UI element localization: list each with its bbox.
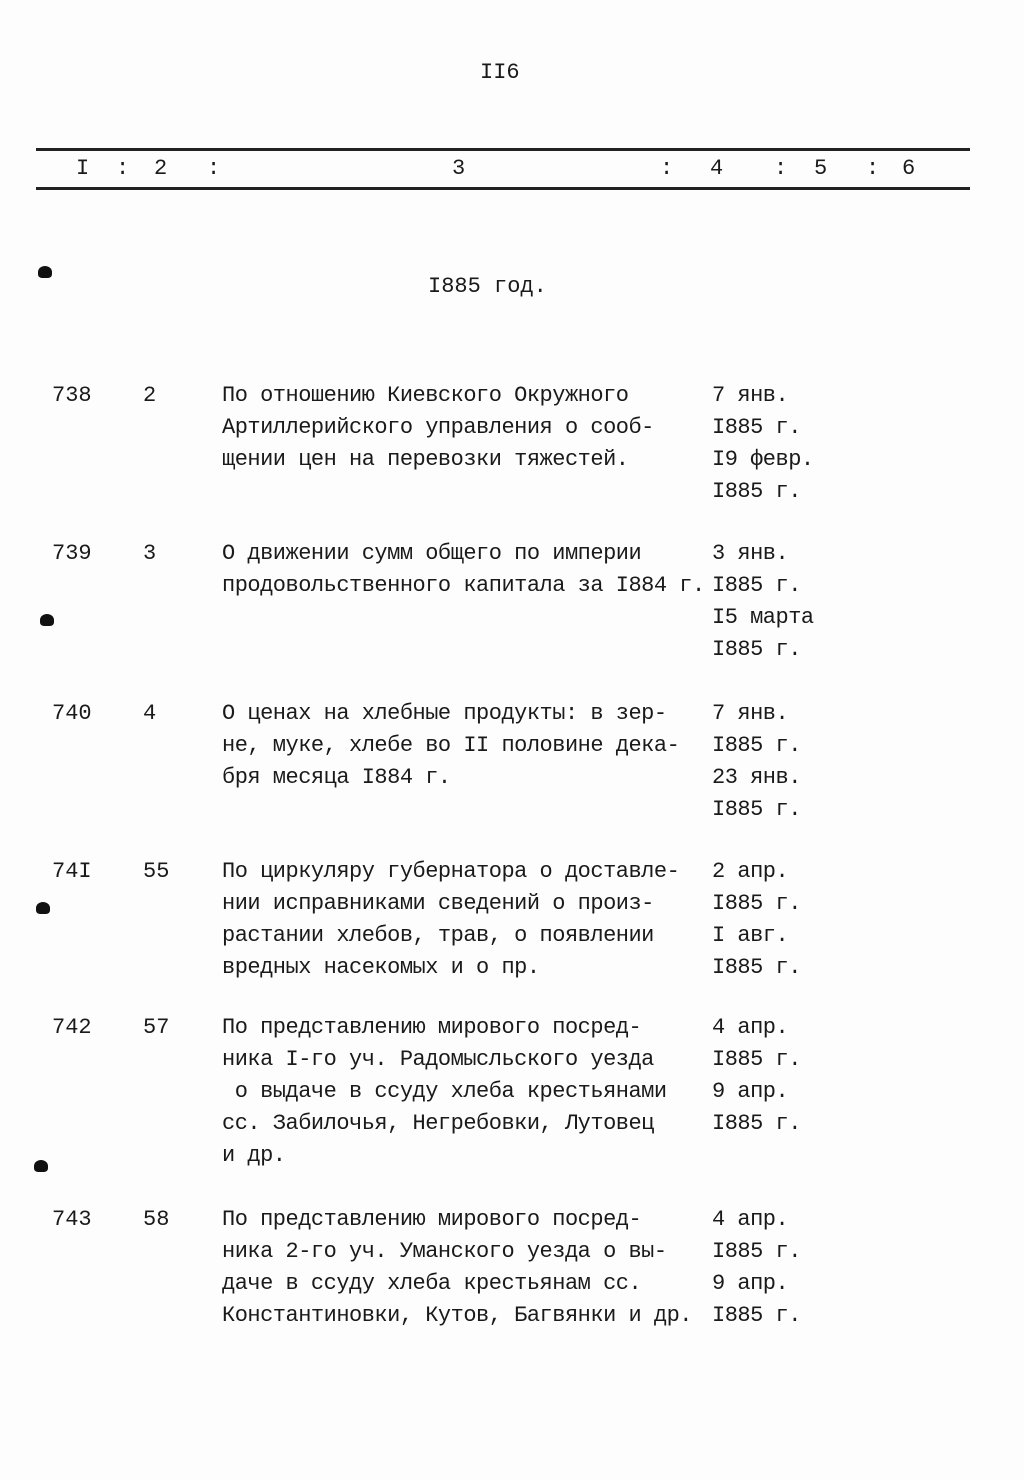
date-line: 23 янв. (712, 765, 801, 790)
description-line: О ценах на хлебные продукты: в зер- (222, 701, 667, 726)
punch-hole-mark (36, 902, 50, 914)
entry-description (222, 1012, 667, 1172)
entry-sheet: 4 (143, 701, 157, 726)
column-header-5: 5 (814, 156, 828, 181)
date-line: I885 г. (712, 1111, 801, 1136)
description-line: даче в ссуду хлеба крестьянам сс. (222, 1271, 642, 1296)
column-header-6: 6 (902, 156, 916, 181)
year-heading: I885 год. (428, 274, 547, 299)
header-top-rule (36, 148, 970, 151)
description-line: Константиновки, Кутов, Багвянки и др. (222, 1303, 692, 1328)
entry-number: 742 (52, 1015, 92, 1040)
date-line: I885 г. (712, 1303, 801, 1328)
description-line: продовольственного капитала за I884 г. (222, 573, 705, 598)
entry-sheet: 2 (143, 383, 157, 408)
punch-hole-mark (34, 1160, 48, 1172)
entry-number: 743 (52, 1207, 92, 1232)
entry-sheet: 3 (143, 541, 157, 566)
entry-dates (712, 698, 801, 826)
entry-number: 738 (52, 383, 92, 408)
column-header-2: 2 (154, 156, 168, 181)
description-line: щении цен на перевозки тяжестей. (222, 447, 629, 472)
date-line: I885 г. (712, 573, 801, 598)
description-line: растании хлебов, трав, о появлении (222, 923, 654, 948)
entry-dates (712, 856, 801, 984)
date-line: 4 апр. (712, 1207, 789, 1232)
date-line: I885 г. (712, 479, 801, 504)
date-line: I885 г. (712, 637, 801, 662)
date-line: I885 г. (712, 891, 801, 916)
date-line: I885 г. (712, 415, 801, 440)
entry-number: 740 (52, 701, 92, 726)
description-line: По представлению мирового посред- (222, 1015, 642, 1040)
date-line: I9 февр. (712, 447, 814, 472)
entry-description (222, 698, 679, 794)
entry-sheet: 55 (143, 859, 170, 884)
entry-dates (712, 1012, 801, 1140)
date-line: 7 янв. (712, 701, 789, 726)
entry-dates (712, 380, 814, 508)
date-line: I885 г. (712, 733, 801, 758)
date-line: 9 апр. (712, 1271, 789, 1296)
description-line: ника I-го уч. Радомысльского уезда (222, 1047, 654, 1072)
description-line: О движении сумм общего по империи (222, 541, 642, 566)
date-line: I885 г. (712, 1047, 801, 1072)
description-line: о выдаче в ссуду хлеба крестьянами (222, 1079, 667, 1104)
date-line: 9 апр. (712, 1079, 789, 1104)
date-line: I885 г. (712, 1239, 801, 1264)
entry-dates (712, 1204, 801, 1332)
column-header-3: 3 (452, 156, 466, 181)
description-line: По представлению мирового посред- (222, 1207, 642, 1232)
date-line: 7 янв. (712, 383, 789, 408)
entry-dates (712, 538, 814, 666)
column-header-1: I (76, 156, 90, 181)
header-bottom-rule (36, 187, 970, 190)
entry-number: 739 (52, 541, 92, 566)
description-line: По отношению Киевского Окружного (222, 383, 629, 408)
date-line: I885 г. (712, 797, 801, 822)
page-number: II6 (480, 60, 520, 85)
description-line: и др. (222, 1143, 286, 1168)
column-separator: : (207, 156, 221, 181)
description-line: не, муке, хлебе во II половине дека- (222, 733, 680, 758)
column-separator: : (866, 156, 880, 181)
punch-hole-mark (40, 614, 54, 626)
column-separator: : (116, 156, 130, 181)
description-line: ника 2-го уч. Уманского уезда о вы- (222, 1239, 667, 1264)
date-line: I авг. (712, 923, 789, 948)
description-line: Артиллерийского управления о сооб- (222, 415, 654, 440)
description-line: вредных насекомых и о пр. (222, 955, 540, 980)
date-line: I885 г. (712, 955, 801, 980)
entry-description (222, 380, 654, 476)
entry-sheet: 58 (143, 1207, 170, 1232)
entry-sheet: 57 (143, 1015, 170, 1040)
entry-number: 74I (52, 859, 92, 884)
column-header-4: 4 (710, 156, 724, 181)
date-line: 3 янв. (712, 541, 789, 566)
description-line: По циркуляру губернатора о доставле- (222, 859, 680, 884)
date-line: I5 марта (712, 605, 814, 630)
column-separator: : (660, 156, 674, 181)
date-line: 2 апр. (712, 859, 789, 884)
entry-description (222, 1204, 692, 1332)
date-line: 4 апр. (712, 1015, 789, 1040)
column-separator: : (774, 156, 788, 181)
description-line: бря месяца I884 г. (222, 765, 451, 790)
description-line: нии исправниками сведений о произ- (222, 891, 654, 916)
punch-hole-mark (38, 266, 52, 278)
entry-description (222, 538, 705, 602)
entry-description (222, 856, 679, 984)
description-line: сс. Забилочья, Негребовки, Лутовец (222, 1111, 654, 1136)
